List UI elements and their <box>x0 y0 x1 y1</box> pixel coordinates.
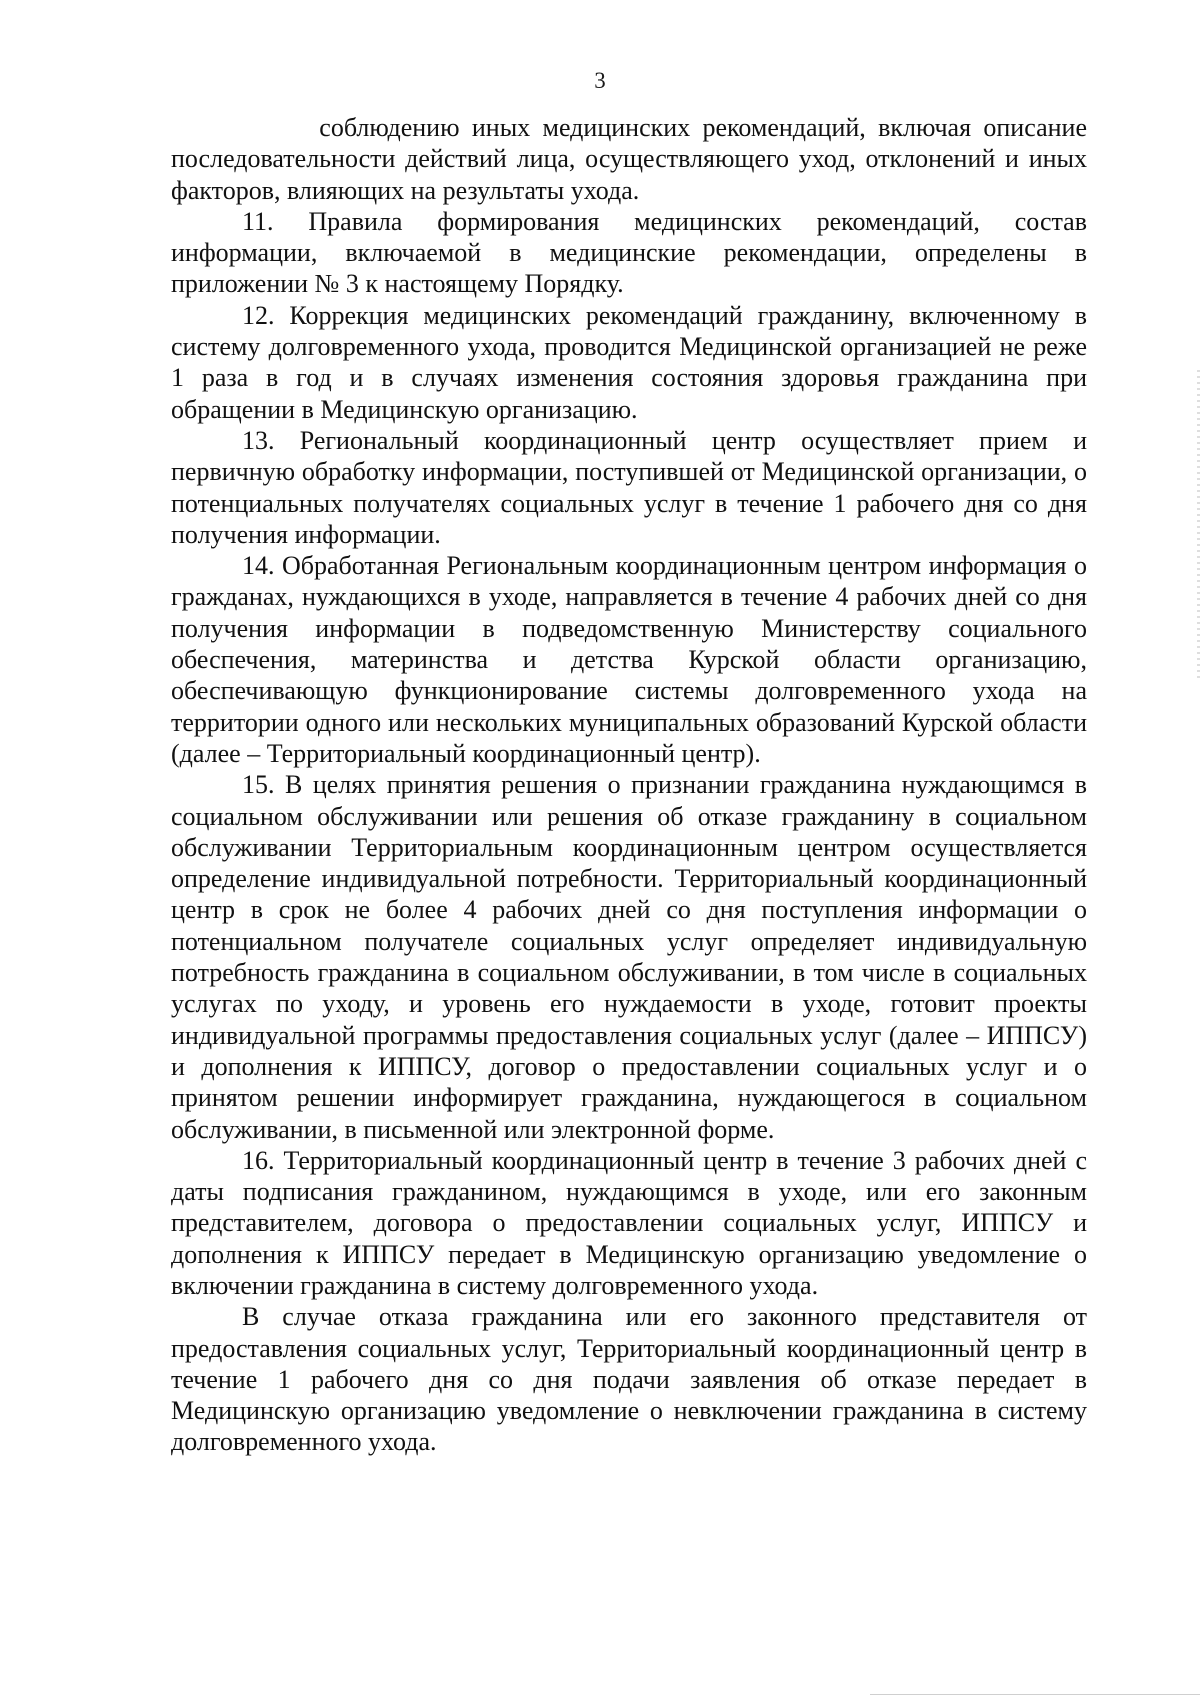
scan-bottom-edge <box>870 1694 1200 1695</box>
paragraph-item-16: 16. Территориальный координационный центр в течение 3 рабочих дней с даты подписания гражданином, нуждающимся в уходе, или его законным представителем, договора о предоставлении социальных услуг, ИППСУ и дополнения к ИППСУ передает в Медицинскую организацию уведомление о включении гражданина в систему долговременного ухода. <box>171 1145 1087 1300</box>
paragraph-item-14: 14. Обработанная Региональным координационным центром информация о гражданах, нуждающихся в уходе, направляется в течение 4 рабочих дней со дня получения информации в подведомственную Министерству социального обеспечения, материнства и детства Курской области организацию, обеспечивающую функционирование системы долговременного ухода на территории одного или нескольких муниципальных образований Курской области (далее – Территориальный координационный центр). <box>171 551 1087 768</box>
paragraph-refusal: В случае отказа гражданина или его законного представителя от предоставления социальных услуг, Территориальный координационный центр в течение 1 рабочего дня со дня подачи заявления об отказе передает в Медицинскую организацию уведомление о невключении гражданина в систему долговременного ухода. <box>171 1302 1087 1457</box>
paragraph-item-12: 12. Коррекция медицинских рекомендаций гражданину, включенному в систему долговременного ухода, проводится Медицинской организацией не реже 1 раза в год и в случаях изменения состояния здоровья гражданина при обращении в Медицинскую организацию. <box>171 300 1087 424</box>
page-number: 3 <box>594 68 606 93</box>
paragraph-item-11: 11. Правила формирования медицинских рекомендаций, состав информации, включаемой в медицинские рекомендации, определены в приложении № 3 к настоящему Порядку. <box>171 206 1087 299</box>
paragraph-continuation: соблюдению иных медицинских рекомендаций, включая описание последовательности действий лица, осуществляющего уход, отклонений и иных факторов, влияющих на результаты ухода. <box>171 113 1087 205</box>
paragraph-item-15: 15. В целях принятия решения о признании гражданина нуждающимся в социальном обслуживании или решения об отказе гражданину в социальном обслуживании Территориальным координационным центром осуществляется определение индивидуальной потребности. Территориальный координационный центр в срок не более 4 рабочих дней со дня поступления информации о потенциальном получателе социальных услуг определяет индивидуальную потребность гражданина в социальном обслуживании, в том числе в социальных услугах по уходу, и уровень его нуждаемости в уходе, готовит проекты индивидуальной программы предоставления социальных услуг (далее – ИППСУ) и дополнения к ИППСУ, договор о предоставлении социальных услуг и о принятом решении информирует гражданина, нуждающегося в социальном обслуживании, в письменной или электронной форме. <box>171 770 1087 1144</box>
document-body <box>171 112 1087 1458</box>
paragraph-item-13: 13. Региональный координационный центр осуществляет прием и первичную обработку информации, поступившей от Медицинской организации, о потенциальных получателях социальных услуг в течение 1 рабочего дня со дня получения информации. <box>171 425 1087 549</box>
